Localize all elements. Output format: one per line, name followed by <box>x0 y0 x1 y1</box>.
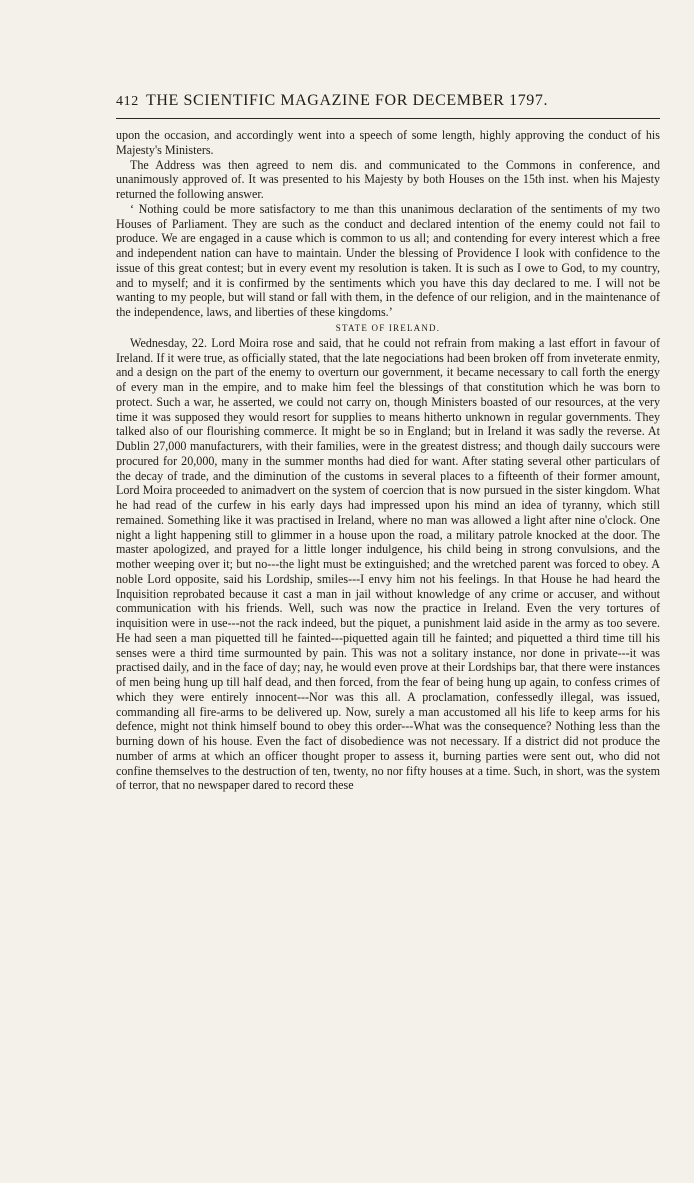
paragraph-kings-answer: ‘ Nothing could be more satisfactory to me than this unanimous declaration of the sentiments of my two Houses of Parliament. They are such as the conduct and declared intention of the enemy could not fail to produce. We are engaged in a cause which is common to us all; and contending for every interest which a free and independent nation can have to maintain. Under the blessing of Providence I look with confidence to the issue of this great contest; but in every event my resolution is taken. It is such as I owe to God, to my country, and to myself; and it is confirmed by the sentiments which you have this day declared to me. I will not be wanting to my people, but will stand or fall with them, in the defence of our religion, and in the maintenance of the independence, laws, and liberties of these kingdoms.’ <box>116 201 660 319</box>
paragraph-speech-conclusion: upon the occasion, and accordingly went into a speech of some length, highly approving the conduct of his Majesty's Ministers. <box>116 128 660 157</box>
article-body <box>116 128 660 793</box>
paragraph-lord-moira: Wednesday, 22. Lord Moira rose and said, that he could not refrain from making a last effort in favour of Ireland. If it were true, as officially stated, that the late negociations had been broken off from inveterate enmity, and a design on the part of the enemy to overturn our government, it became necessary to call forth the energy of every man in the empire, and to make him feel the blessings of that constitution which he was born to protect. Such a war, he asserted, we could not carry on, though Ministers boasted of our resources, at the very time it was supposed they would resort for supplies to means hitherto unknown in regular governments. They talked also of our flourishing commerce. It might be so in England; but in Ireland it was sadly the reverse. At Dublin 27,000 manufacturers, with their families, were in the greatest distress; and though daily succours were procured for 20,000, many in the summer months had died for want. After stating several other particulars of the decay of trade, and the diminution of the customs in several places to a fifteenth of their former amount, Lord Moira proceeded to animadvert on the system of coercion that is now pursued in the sister kingdom. What he had read of the curfew in his early days had impressed upon his mind an idea of tyranny, which still remained. Something like it was practised in Ireland, where no man was allowed a light after nine o'clock. One night a light happening still to glimmer in a house upon the road, a military patrole knocked at the door. The master apologized, and prayed for a little longer indulgence, his child being in strong convulsions, and the mother weeping over it; but no---the light must be extinguished; and the wretched parent was forced to obey. A noble Lord opposite, said his Lordship, smiles---I envy him not his feelings. In that House he had heard the Inquisition reprobated because it cast a man in jail without knowledge of any crime or accuser, and without communication with his friends. Well, such was now the practice in Ireland. Even the very tortures of inquisition were in use---not the rack indeed, but the piquet, a punishment laid aside in the army as too severe. He had seen a man piquetted till he fainted---piquetted again till he fainted; and piquetted a third time till his senses were a third time surmounted by pain. This was not a solitary instance, nor done in private---it was practised daily, and in the face of day; nay, he would even prove at their Lordships bar, that there were instances of men being hung up till half dead, and then forced, from the fear of being hung up again, to confess crimes of which they were entirely innocent---Nor was this all. A proclamation, confessedly illegal, was issued, commanding all fire-arms to be delivered up. Now, surely a man accustomed all his life to keep arms for his defence, might not think himself bound to obey this order---What was the consequence? Nothing less than the burning down of his house. Even the fact of disobedience was not necessary. If a district did not produce the number of arms at which an officer thought proper to assess it, burning parties were sent out, who did not confine themselves to the destruction of ten, twenty, no nor fifty houses at a time. Such, in short, was the system of terror, that no newspaper dared to record these <box>116 335 660 793</box>
header-rule <box>116 118 660 119</box>
page-number: 412 <box>116 94 139 109</box>
paragraph-address: The Address was then agreed to nem dis. and communicated to the Commons in conference, and unanimously approved of. It was presented to his Majesty by both Houses on the 15th inst. when his Majesty returned the following answer. <box>116 157 660 201</box>
running-header <box>116 92 660 116</box>
running-title: THE SCIENTIFIC MAGAZINE FOR DECEMBER 1797. <box>146 92 549 109</box>
section-heading: STATE OF IRELAND. <box>335 322 441 333</box>
